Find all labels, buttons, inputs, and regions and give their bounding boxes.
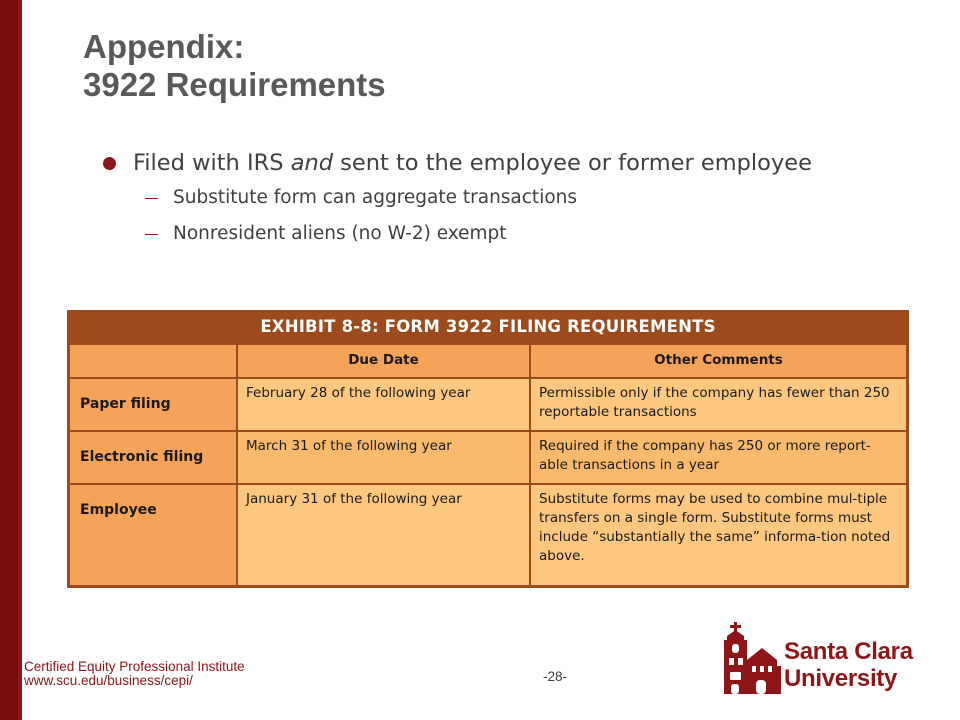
dash-icon — [145, 198, 158, 199]
bullet-text-after: sent to the employee or former employee — [333, 150, 812, 176]
slide-title-line-2: 3922 Requirements — [83, 66, 386, 103]
header-empty-cell — [70, 345, 236, 377]
due-date-employee: January 31 of the following year — [238, 485, 529, 585]
sub-bullet-text: Substitute form can aggregate transactions — [173, 187, 578, 208]
column-header-due-date: Due Date — [238, 345, 529, 377]
logo-wordmark — [784, 638, 913, 692]
dash-icon — [145, 234, 158, 235]
slide-title — [83, 28, 386, 104]
university-logo — [718, 622, 918, 697]
bullet-text-emphasis: and — [290, 150, 334, 176]
sub-bullet-item — [100, 216, 940, 252]
footer-url: www.scu.edu/business/cepi/ — [24, 673, 193, 688]
exhibit-table — [67, 310, 909, 588]
footer-organization — [24, 660, 245, 688]
sub-bullet-item — [100, 180, 940, 216]
logo-line-1: Santa Clara — [784, 638, 913, 665]
row-label-electronic-filing: Electronic filing — [70, 432, 236, 483]
column-header-other-comments: Other Comments — [531, 345, 906, 377]
comments-paper-filing: Permissible only if the company has fewer than 250 reportable transactions — [531, 379, 906, 430]
row-label-employee: Employee — [70, 485, 236, 585]
page-number: -28- — [542, 669, 567, 684]
logo-line-2: University — [784, 665, 898, 692]
comments-employee: Substitute forms may be used to combine mul-tiple transfers on a single form. Substitute forms must include “substantially the same” informa-tion noted above. — [531, 485, 906, 585]
bullet-dot-icon — [103, 157, 116, 170]
bullet-item-main — [100, 146, 940, 180]
mission-building-icon — [718, 622, 782, 697]
sub-bullet-text: Nonresident aliens (no W-2) exempt — [173, 223, 507, 244]
slide-title-line-1: Appendix: — [83, 28, 245, 65]
left-accent-bar-edge — [18, 0, 22, 720]
due-date-electronic-filing: March 31 of the following year — [238, 432, 529, 483]
bullet-text-before: Filed with IRS — [133, 150, 291, 176]
row-label-paper-filing: Paper filing — [70, 379, 236, 430]
footer-org-name: Certified Equity Professional Institute — [24, 659, 245, 674]
due-date-paper-filing: February 28 of the following year — [238, 379, 529, 430]
exhibit-title: EXHIBIT 8-8: FORM 3922 FILING REQUIREMENTS — [260, 317, 716, 336]
comments-electronic-filing: Required if the company has 250 or more report-able transactions in a year — [531, 432, 906, 483]
bullet-list — [100, 146, 940, 252]
